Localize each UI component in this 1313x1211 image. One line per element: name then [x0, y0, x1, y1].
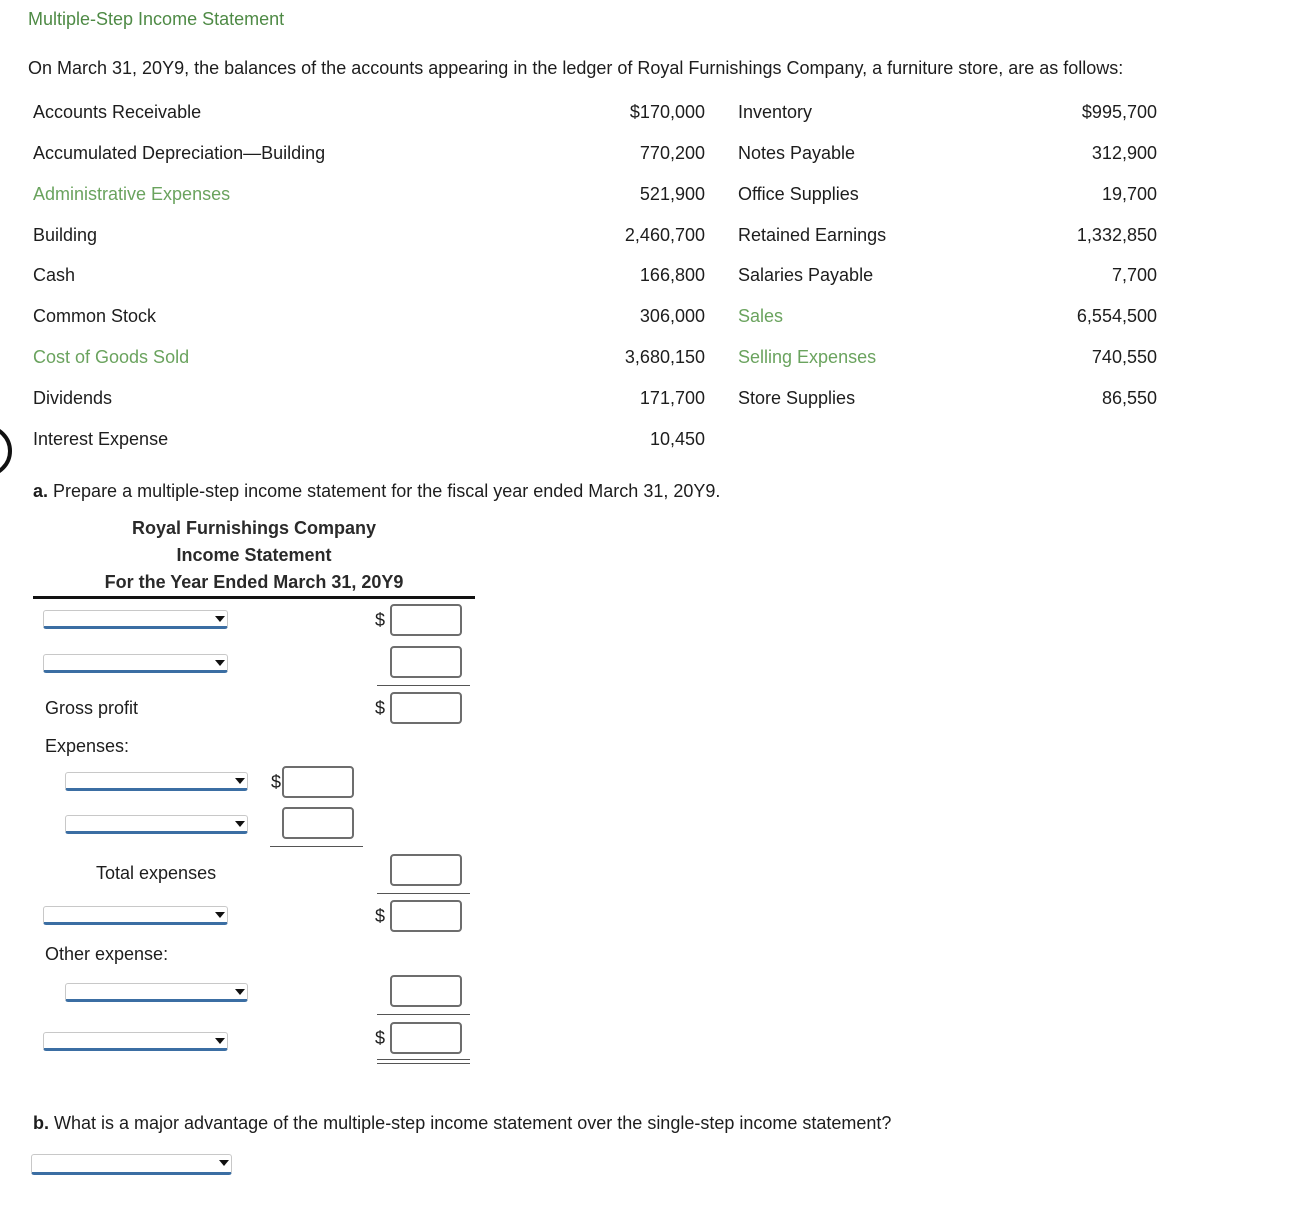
account-name-link[interactable]: Sales [738, 306, 784, 326]
account-amount: 171,700 [639, 388, 705, 408]
part-a-letter: a. [33, 481, 49, 501]
operating-income-select[interactable] [43, 906, 228, 925]
chevron-down-icon [215, 912, 225, 918]
net-income-amount-input[interactable] [390, 1022, 462, 1054]
net-income-select[interactable] [43, 1032, 228, 1051]
account-amount: 3,680,150 [624, 347, 705, 367]
account-amount: 770,200 [639, 143, 705, 163]
part-b-letter: b. [33, 1113, 49, 1133]
account-amount: 521,900 [639, 184, 705, 204]
part-b-answer-select[interactable] [31, 1154, 232, 1175]
account-amount: 10,450 [649, 429, 705, 449]
account-name: Store Supplies [738, 388, 856, 408]
other-expense-select[interactable] [65, 983, 248, 1002]
account-name: Building [33, 225, 98, 245]
account-amount: $170,000 [629, 102, 705, 122]
chevron-down-icon [215, 1038, 225, 1044]
account-amount: 6,554,500 [1076, 306, 1157, 326]
account-amount: 312,900 [1091, 143, 1157, 163]
statement-line-1-amount-input[interactable] [390, 604, 462, 636]
account-amount: 1,332,850 [1076, 225, 1157, 245]
expense-2-select[interactable] [65, 815, 248, 834]
expense-1-amount-input[interactable] [282, 766, 354, 798]
chevron-down-icon [215, 616, 225, 622]
heading-rule [33, 596, 475, 599]
statement-line-2-select[interactable] [43, 654, 228, 673]
statement-company: Royal Furnishings Company [131, 518, 377, 538]
part-a-prompt [33, 481, 720, 502]
part-b-prompt [33, 1113, 891, 1134]
expenses-label: Expenses: [45, 736, 130, 756]
account-name: Accounts Receivable [33, 102, 202, 122]
part-b-text: What is a major advantage of the multiple-step income statement over the single-step income statement? [54, 1113, 892, 1133]
account-amount: 2,460,700 [624, 225, 705, 245]
subtotal-rule [270, 846, 363, 847]
expense-2-amount-input[interactable] [282, 807, 354, 839]
account-amount: 740,550 [1091, 347, 1157, 367]
subtotal-rule [377, 685, 470, 686]
expense-1-select[interactable] [65, 772, 248, 791]
total-expenses-label: Total expenses [96, 863, 217, 883]
currency-symbol: $ [375, 906, 386, 926]
gross-profit-amount-input[interactable] [390, 692, 462, 724]
total-expenses-amount-input[interactable] [390, 854, 462, 886]
problem-intro: On March 31, 20Y9, the balances of the accounts appearing in the ledger of Royal Furnishings Company, a furniture store, are as follows: [28, 58, 1124, 78]
chevron-down-icon [235, 821, 245, 827]
operating-income-amount-input[interactable] [390, 900, 462, 932]
account-name-link[interactable]: Cost of Goods Sold [33, 347, 190, 367]
chevron-down-icon [219, 1160, 229, 1166]
chevron-down-icon [215, 660, 225, 666]
account-amount: 306,000 [639, 306, 705, 326]
account-name: Common Stock [33, 306, 157, 326]
currency-symbol: $ [375, 698, 386, 718]
account-name-link[interactable]: Selling Expenses [738, 347, 877, 367]
part-a-text: Prepare a multiple-step income statement for the fiscal year ended March 31, 20Y9. [53, 481, 721, 501]
account-name: Inventory [738, 102, 813, 122]
account-name: Accumulated Depreciation—Building [33, 143, 326, 163]
account-amount: $995,700 [1081, 102, 1157, 122]
subtotal-rule [377, 893, 470, 894]
account-name: Retained Earnings [738, 225, 887, 245]
other-expense-amount-input[interactable] [390, 975, 462, 1007]
currency-symbol: $ [375, 1028, 386, 1048]
statement-line-1-select[interactable] [43, 610, 228, 629]
account-name: Dividends [33, 388, 113, 408]
account-amount: 86,550 [1101, 388, 1157, 408]
account-amount: 7,700 [1111, 265, 1157, 285]
account-name: Interest Expense [33, 429, 169, 449]
double-rule-top [377, 1059, 470, 1060]
statement-line-2-amount-input[interactable] [390, 646, 462, 678]
double-rule-bottom [377, 1063, 470, 1064]
statement-period: For the Year Ended March 31, 20Y9 [104, 572, 404, 592]
account-amount: 19,700 [1101, 184, 1157, 204]
other-expense-label: Other expense: [45, 944, 169, 964]
gross-profit-label: Gross profit [45, 698, 139, 718]
account-name: Salaries Payable [738, 265, 874, 285]
account-name: Cash [33, 265, 76, 285]
chevron-down-icon [235, 989, 245, 995]
subtotal-rule [377, 1014, 470, 1015]
statement-name: Income Statement [176, 545, 332, 565]
account-name: Notes Payable [738, 143, 856, 163]
chevron-down-icon [235, 778, 245, 784]
account-amount: 166,800 [639, 265, 705, 285]
account-name: Office Supplies [738, 184, 859, 204]
currency-symbol: $ [271, 772, 282, 792]
left-edge-circle-decoration [0, 425, 12, 477]
currency-symbol: $ [375, 610, 386, 630]
account-name-link[interactable]: Administrative Expenses [33, 184, 231, 204]
page-title: Multiple-Step Income Statement [28, 9, 285, 29]
